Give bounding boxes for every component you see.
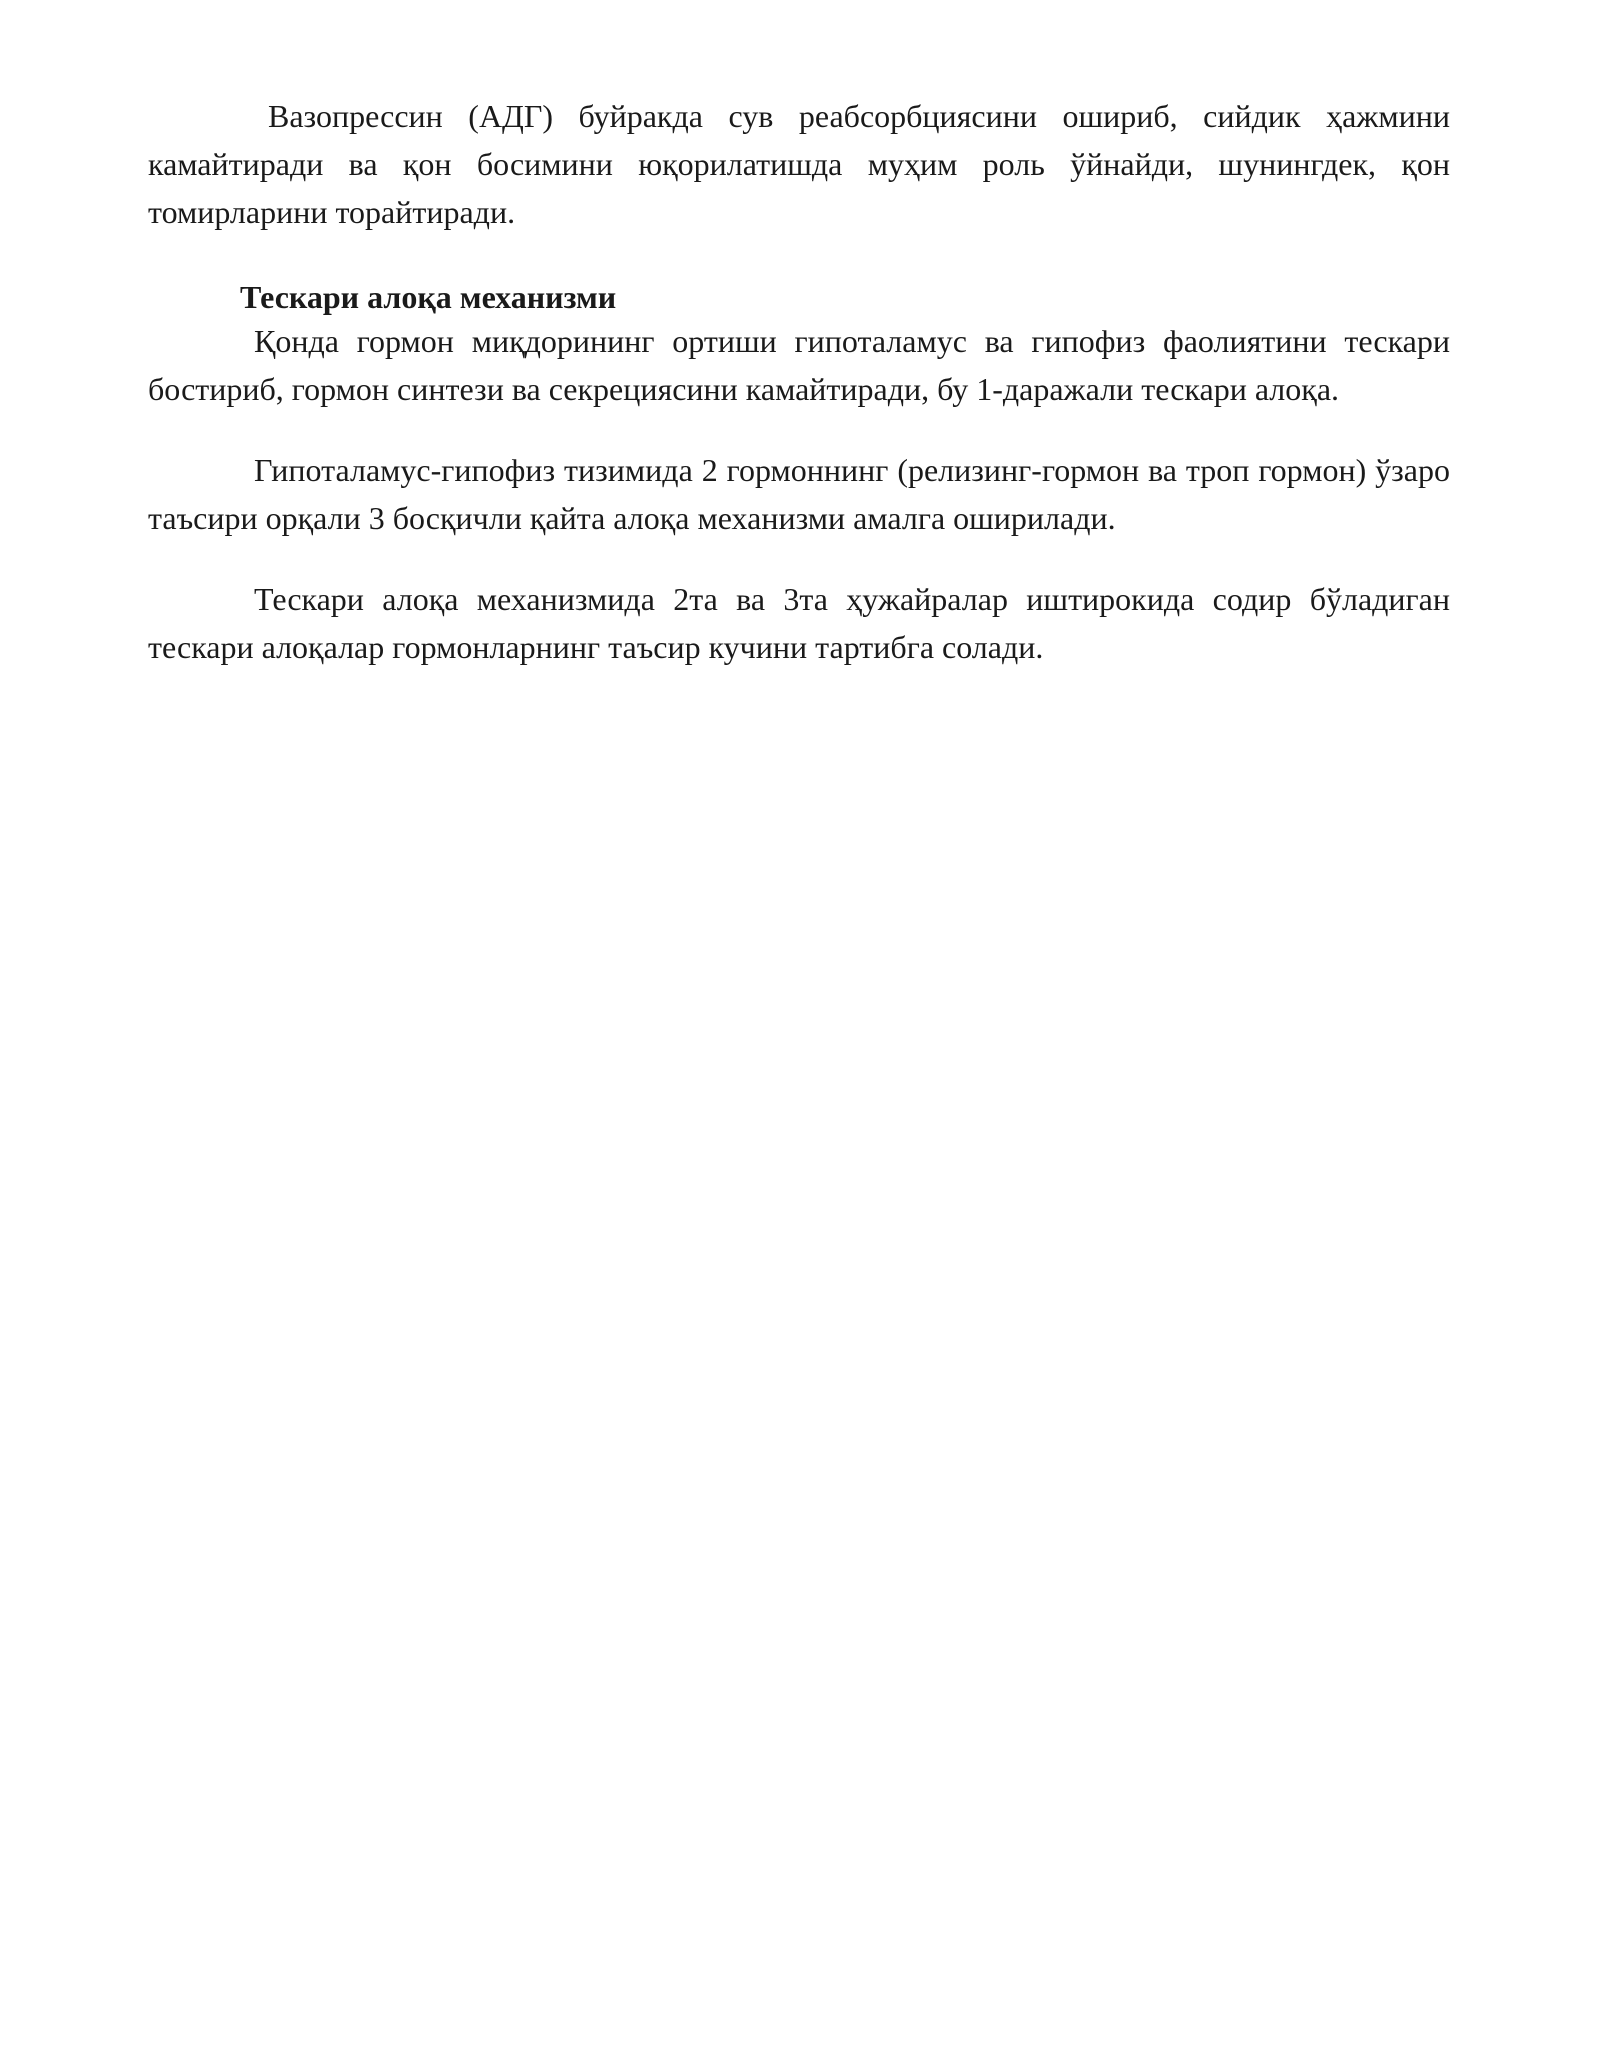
document-body bbox=[148, 92, 1450, 671]
paragraph-hypothalamus-pituitary: Гипоталамус-гипофиз тизимида 2 гормоннинг (релизинг-гормон ва троп гормон) ўзаро таъсири орқали 3 босқичли қайта алоқа механизми амалга оширилади. bbox=[148, 452, 1450, 536]
section-heading: Тескари алоқа механизми bbox=[240, 279, 617, 315]
paragraph-feedback-cells: Тескари алоқа механизмида 2та ва 3та ҳужайралар иштирокида содир бўладиган тескари алоқалар гормонларнинг таъсир кучини тартибга солади. bbox=[148, 581, 1450, 665]
paragraph-feedback-first-order: Қонда гормон миқдорининг ортиши гипоталамус ва гипофиз фаолиятини тескари бостириб, гормон синтези ва секрециясини камайтиради, бу 1-даражали тескари алоқа. bbox=[148, 323, 1450, 407]
paragraph-vasopressin: Вазопрессин (АДГ) буйракда сув реабсорбциясини ошириб, сийдик ҳажмини камайтиради ва қон босимини юқорилатишда муҳим роль ўйнайди, шунингдек, қон томирларини торайтиради. bbox=[148, 98, 1450, 230]
